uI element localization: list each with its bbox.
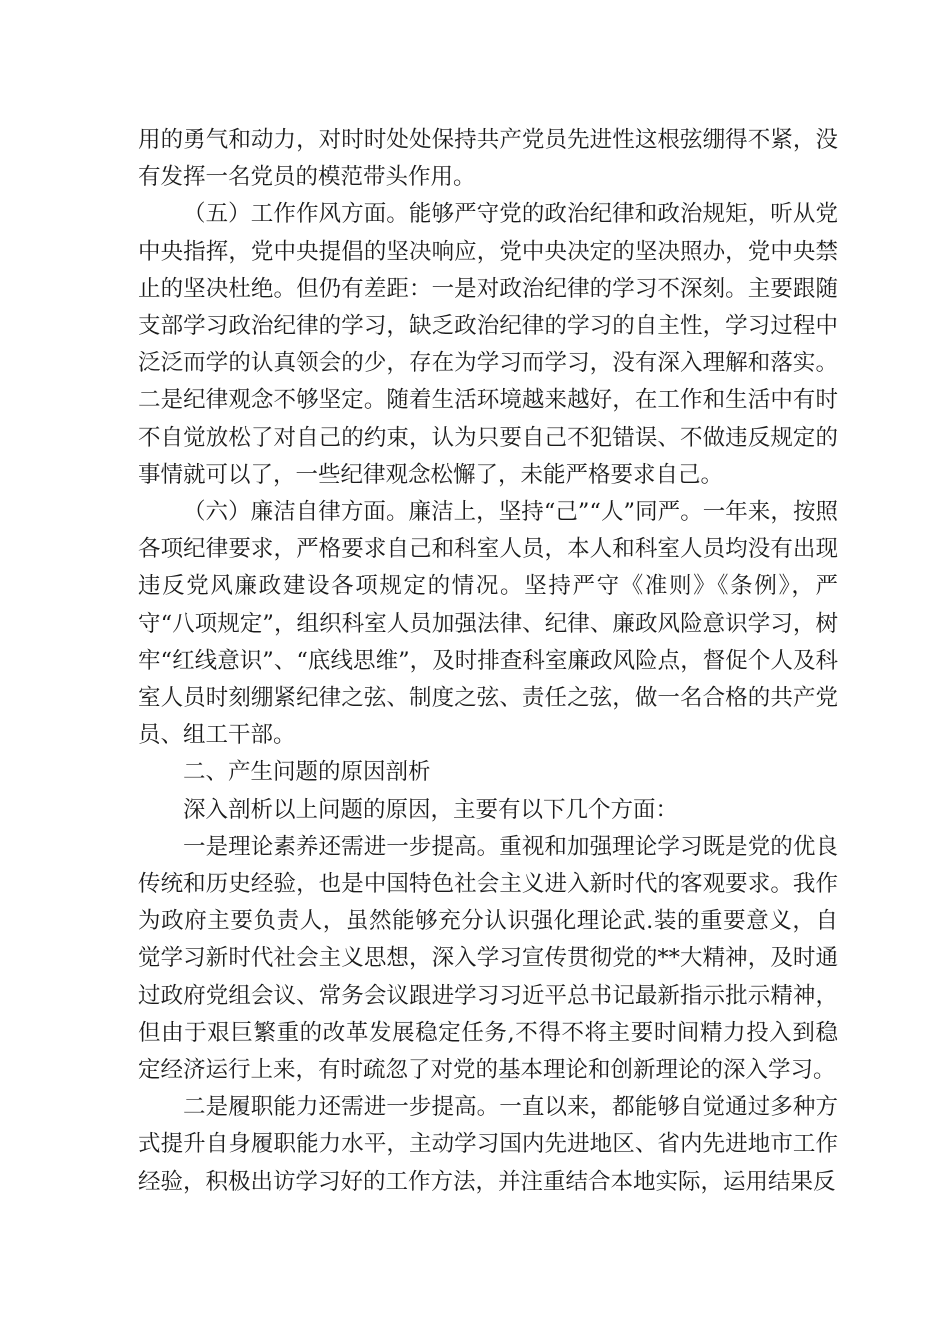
section-heading-cause-analysis: 二、产生问题的原因剖析 [183, 759, 431, 786]
paragraph-intro: 深入剖析以上问题的原因，主要有以下几个方面： [183, 796, 679, 823]
document-body [138, 122, 838, 1201]
paragraph-theory: 一是理论素养还需进一步提高。重视和加强理论学习既是党的优良传统和历史经验，也是中国特色社会主义进入新时代的客观要求。我作为政府主要负责人，虽然能够充分认识强化理论武.装的重要意义，自觉学习新时代社会主义思想，深入学习宣传贯彻党的**大精神，及时通过政府党组会议、常务会议跟进学习习近平总书记最新指示批示精神，但由于艰巨繁重的改革发展稳定任务,不得不将主要时间精力投入到稳定经济运行上来，有时疏忽了对党的基本理论和创新理论的深入学习。 [138, 833, 838, 1084]
paragraph-work-style: （五）工作作风方面。能够严守党的政治纪律和政治规矩，听从党中央指挥，党中央提倡的坚决响应，党中央决定的坚决照办，党中央禁止的坚决杜绝。但仍有差距：一是对政治纪律的学习不深刻。主要跟随支部学习政治纪律的学习，缺乏政治纪律的学习的自主性，学习过程中泛泛而学的认真领会的少，存在为学习而学习，没有深入理解和落实。二是纪律观念不够坚定。随着生活环境越来越好，在工作和生活中有时不自觉放松了对自己的约束，认为只要自己不犯错误、不做违反规定的事情就可以了，一些纪律观念松懈了，未能严格要求自己。 [138, 201, 838, 488]
paragraph-continuation: 用的勇气和动力，对时时处处保持共产党员先进性这根弦绷得不紧，没有发挥一名党员的模范带头作用。 [138, 127, 838, 191]
paragraph-integrity: （六）廉洁自律方面。廉洁上，坚持“己”“人”同严。一年来，按照各项纪律要求，严格要求自己和科室人员，本人和科室人员均没有出现违反党风廉政建设各项规定的情况。坚持严守《准则》《条例》，严守“八项规定”，组织科室人员加强法律、纪律、廉政风险意识学习，树牢“红线意识”、“底线思维”，及时排查科室廉政风险点，督促个人及科室人员时刻绷紧纪律之弦、制度之弦、责任之弦，做一名合格的共产党员、组工干部。 [138, 499, 838, 749]
paragraph-ability: 二是履职能力还需进一步提高。一直以来，都能够自觉通过多种方式提升自身履职能力水平，主动学习国内先进地区、省内先进地市工作经验，积极出访学习好的工作方法，并注重结合本地实际，运用结果反 [138, 1094, 838, 1195]
